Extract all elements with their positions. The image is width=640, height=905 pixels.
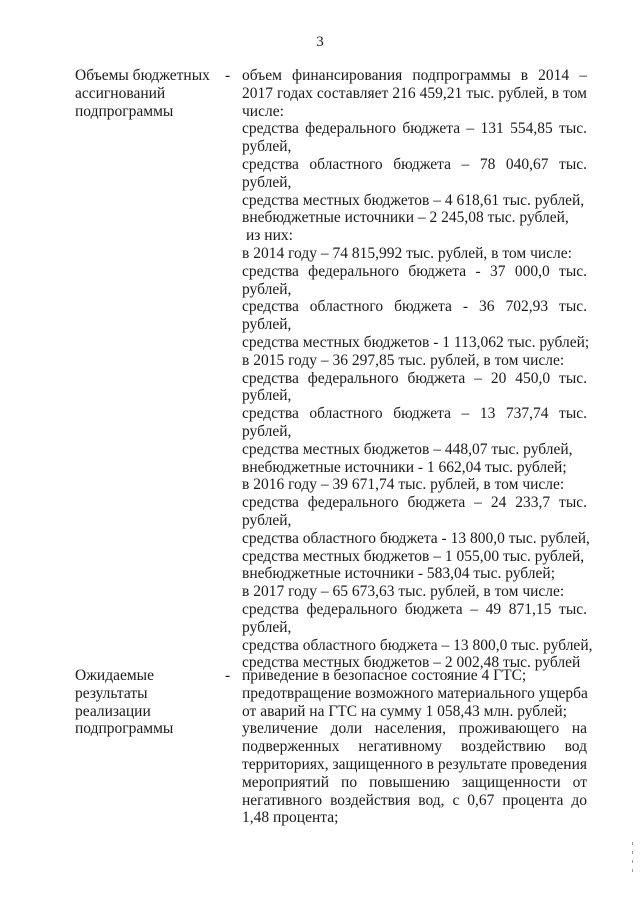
text-line: предотвращение возможного материального ущерба	[242, 684, 588, 702]
section-label-line: результаты	[75, 684, 148, 702]
text-line: мероприятий по повышению защищенности от	[242, 773, 587, 791]
text-line: средства областного бюджета – 13 800,0 тыс. рублей,	[242, 636, 593, 654]
text-line: внебюджетные источники - 1 662,04 тыс. рублей;	[242, 458, 567, 476]
text-line: негативного воздействия вод, с 0,67 процента до	[242, 791, 587, 809]
text-line: средства федерального бюджета – 24 233,7 тыс.	[242, 494, 587, 512]
scan-margin-marks	[631, 842, 634, 892]
section-label-line: подпрограммы	[75, 102, 174, 120]
text-line: средства местных бюджетов – 1 055,00 тыс. рублей,	[242, 547, 585, 565]
text-line: рублей,	[242, 511, 292, 529]
section-label-line: ассигнований	[75, 84, 166, 102]
text-line: в 2014 году – 74 815,992 тыс. рублей, в том числе:	[242, 244, 572, 262]
text-line: рублей,	[242, 316, 292, 334]
text-line: увеличение доли населения, проживающего на	[242, 720, 587, 738]
page-number: 3	[316, 34, 324, 50]
list-dash: -	[225, 667, 231, 684]
text-line: 1,48 процента;	[242, 809, 339, 827]
text-line: средства областного бюджета – 13 737,74 тыс.	[242, 405, 587, 423]
text-line: 2017 годах составляет 216 459,21 тыс. рублей, в том	[242, 84, 587, 102]
text-line: приведение в безопасное состояние 4 ГТС;	[242, 667, 527, 684]
text-line: средства местных бюджетов – 4 618,61 тыс. рублей,	[242, 191, 585, 209]
section-label-line: реализации	[75, 702, 151, 720]
text-line: средства федерального бюджета – 20 450,0 тыс.	[242, 369, 587, 387]
text-line: рублей,	[242, 422, 292, 440]
text-line: в 2016 году – 39 671,74 тыс. рублей, в том числе:	[242, 476, 565, 494]
text-line: из них:	[246, 227, 293, 245]
section-label-line: Объемы бюджетных	[75, 67, 210, 84]
text-line: средства областного бюджета - 13 800,0 тыс. рублей,	[242, 529, 590, 547]
text-line: рублей,	[242, 618, 292, 636]
section-content	[242, 67, 593, 672]
text-line: внебюджетные источники - 583,04 тыс. рублей;	[242, 565, 556, 583]
text-line: средства местных бюджетов – 448,07 тыс. рублей,	[242, 440, 573, 458]
text-line: средства областного бюджета – 78 040,67 тыс.	[242, 155, 587, 173]
text-line: средства федерального бюджета - 37 000,0 тыс.	[242, 262, 587, 280]
text-line: средства областного бюджета - 36 702,93 тыс.	[242, 298, 587, 316]
text-line: в 2017 году – 65 673,63 тыс. рублей, в том числе:	[242, 583, 565, 601]
text-line: от аварий на ГТС на сумму 1 058,43 млн. рублей;	[242, 702, 568, 720]
text-line: территориях, защищенного в результате проведения	[242, 755, 587, 773]
section-content	[242, 667, 587, 827]
text-line: рублей,	[242, 138, 292, 156]
text-line: рублей,	[242, 387, 292, 405]
text-line: объем финансирования подпрограммы в 2014 –	[242, 67, 587, 84]
text-line: числе:	[242, 102, 284, 120]
text-line: средства федерального бюджета – 49 871,15 тыс.	[242, 600, 587, 618]
section-label	[75, 67, 225, 120]
text-line: в 2015 году – 36 297,85 тыс. рублей, в том числе:	[242, 351, 565, 369]
text-line: подверженных негативному воздействию вод	[242, 738, 587, 756]
text-line: средства федерального бюджета – 131 554,85 тыс.	[242, 120, 587, 138]
text-line: средства местных бюджетов – 2 002,48 тыс. рублей	[242, 654, 581, 672]
text-line: средства местных бюджетов - 1 113,062 тыс. рублей;	[242, 333, 590, 351]
text-line: рублей,	[242, 280, 292, 298]
section-label-line: Ожидаемые	[75, 667, 154, 684]
list-dash: -	[225, 67, 231, 84]
text-line: рублей,	[242, 173, 292, 191]
text-line: внебюджетные источники – 2 245,08 тыс. рублей,	[242, 209, 569, 227]
section-label	[75, 667, 225, 738]
section-label-line: подпрограммы	[75, 720, 174, 738]
